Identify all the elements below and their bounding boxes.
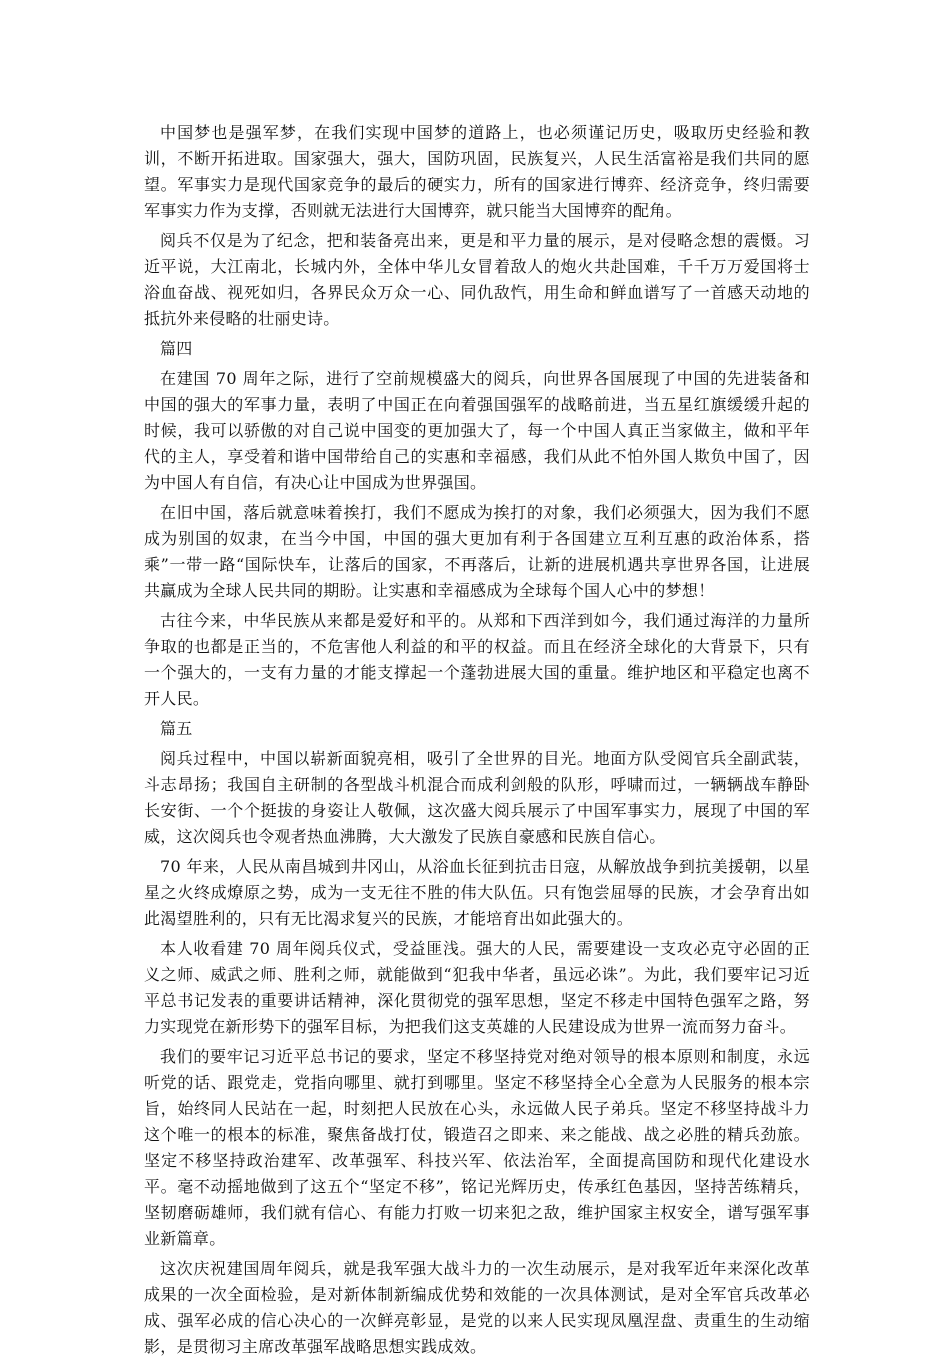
- paragraph-2: 阅兵不仅是为了纪念，把和装备亮出来，更是和平力量的展示，是对侵略念想的震慑。习近平说，大江南北，长城内外，全体中华儿女冒着敌人的炮火共赴国难，千千万万爱国将士浴血奋战、视死如归，各界民众万众一心、同仇敌忾，用生命和鲜血谱写了一首感天动地的抵抗外来侵略的壮丽史诗。: [144, 231, 810, 328]
- document-page: [144, 120, 810, 1364]
- paragraph-10: 这次庆祝建国周年阅兵，就是我军强大战斗力的一次生动展示，是对我军近年来深化改革成果的一次全面检验，是对新体制新编成优势和效能的一次具体测试，是对全军官兵改革必成、强军必成的信心决心的一次鲜亮彰显，是党的以来人民实现凤凰涅盘、责重生的生动缩影，是贯彻习主席改革强军战略思想实践成效。: [144, 1259, 810, 1356]
- paragraph-8: 本人收看建 70 周年阅兵仪式，受益匪浅。强大的人民，需要建设一支攻必克守必固的正义之师、威武之师、胜利之师，就能做到“犯我中华者，虽远必诛”。为此，我们要牢记习近平总书记发表的重要讲话精神，深化贯彻党的强军思想，坚定不移走中国特色强军之路，努力实现党在新形势下的强军目标，为把我们这支英雄的人民建设成为世界一流而努力奋斗。: [144, 939, 810, 1036]
- paragraph-1: 中国梦也是强军梦，在我们实现中国梦的道路上，也必须谨记历史，吸取历史经验和教训，不断开拓进取。国家强大，强大，国防巩固，民族复兴，人民生活富裕是我们共同的愿望。军事实力是现代国家竞争的最后的硬实力，所有的国家进行博弈、经济竞争，终归需要军事实力作为支撑，否则就无法进行大国博弈，就只能当大国博弈的配角。: [144, 123, 810, 220]
- paragraph-6: 阅兵过程中，中国以崭新面貌亮相，吸引了全世界的目光。地面方队受阅官兵全副武装，斗志昂扬；我国自主研制的各型战斗机混合而成利剑般的队形，呼啸而过，一辆辆战车静卧长安街、一个个挺拔的身姿让人敬佩，这次盛大阅兵展示了中国军事实力，展现了中国的军威，这次阅兵也令观者热血沸腾，大大激发了民族自豪感和民族自信心。: [144, 749, 810, 846]
- paragraph-7: 70 年来，人民从南昌城到井冈山，从浴血长征到抗击日寇，从解放战争到抗美援朝，以星星之火终成燎原之势，成为一支无往不胜的伟大队伍。只有饱尝屈辱的民族，才会孕育出如此渴望胜利的，只有无比渴求复兴的民族，才能培育出如此强大的。: [144, 857, 810, 928]
- paragraph-9: 我们的要牢记习近平总书记的要求，坚定不移坚持党对绝对领导的根本原则和制度，永远听党的话、跟党走，党指向哪里、就打到哪里。坚定不移坚持全心全意为人民服务的根本宗旨，始终同人民站在一起，时刻把人民放在心头，永远做人民子弟兵。坚定不移坚持战斗力这个唯一的根本的标准，聚焦备战打仗，锻造召之即来、来之能战、战之必胜的精兵劲旅。坚定不移坚持政治建军、改革强军、科技兴军、依法治军，全面提高国防和现代化建设水平。毫不动摇地做到了这五个“坚定不移”，铭记光辉历史，传承红色基因，坚持苦练精兵，坚韧磨砺雄师，我们就有信心、有能力打败一切来犯之敌，维护国家主权安全，谱写强军事业新篇章。: [144, 1047, 810, 1248]
- paragraph-4: 在旧中国，落后就意味着挨打，我们不愿成为挨打的对象，我们必须强大，因为我们不愿成为别国的奴隶，在当今中国，中国的强大更加有利于各国建立互利互惠的政治体系，搭乘”一带一路“国际快车，让落后的国家，不再落后，让新的进展机遇共享世界各国，让进展共赢成为全球人民共同的期盼。让实惠和幸福感成为全球每个国人心中的梦想！: [144, 503, 810, 600]
- section-heading-4: 篇四: [160, 339, 193, 358]
- paragraph-3: 在建国 70 周年之际，进行了空前规模盛大的阅兵，向世界各国展现了中国的先进装备和中国的强大的军事力量，表明了中国正在向着强国强军的战略前进，当五星红旗缓缓升起的时候，我可以骄傲的对自己说中国变的更加强大了，每一个中国人真正当家做主，做和平年代的主人，享受着和谐中国带给自己的实惠和幸福感，我们从此不怕外国人欺负中国了，因为中国人有自信，有决心让中国成为世界强国。: [144, 369, 810, 492]
- section-heading-5: 篇五: [160, 719, 193, 738]
- paragraph-5: 古往今来，中华民族从来都是爱好和平的。从郑和下西洋到如今，我们通过海洋的力量所争取的也都是正当的，不危害他人利益的和平的权益。而且在经济全球化的大背景下，只有一个强大的，一支有力量的才能支撑起一个蓬勃进展大国的重量。维护地区和平稳定也离不开人民。: [144, 611, 810, 708]
